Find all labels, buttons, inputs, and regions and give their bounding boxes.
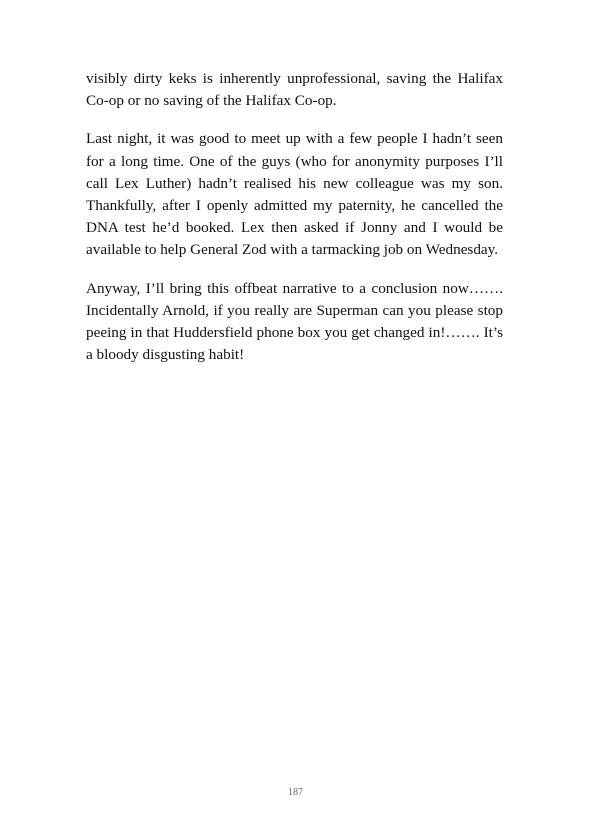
- paragraph-3: Anyway, I’ll bring this offbeat narrative to a conclusion now……. Incidentally Arnold, if you really are Superman can you please stop peeing in that Huddersfield phone box you get changed in!……. It’s a bloody disgusting habit!: [86, 279, 503, 364]
- page-number: 187: [288, 787, 303, 798]
- paragraph-1: visibly dirty keks is inherently unprofessional, saving the Halifax Co-op or no saving of the Halifax Co-op.: [86, 70, 503, 110]
- body-text: [86, 68, 503, 382]
- paragraph-2: Last night, it was good to meet up with a few people I hadn’t seen for a long time. One of the guys (who for anonymity purposes I’ll call Lex Luther) hadn’t realised his new colleague was my son. Thankfully, after I openly admitted my paternity, he cancelled the DNA test he’d booked. Lex then asked if Jonny and I would be available to help General Zod with a tarmacking job on Wednesday.: [86, 130, 503, 259]
